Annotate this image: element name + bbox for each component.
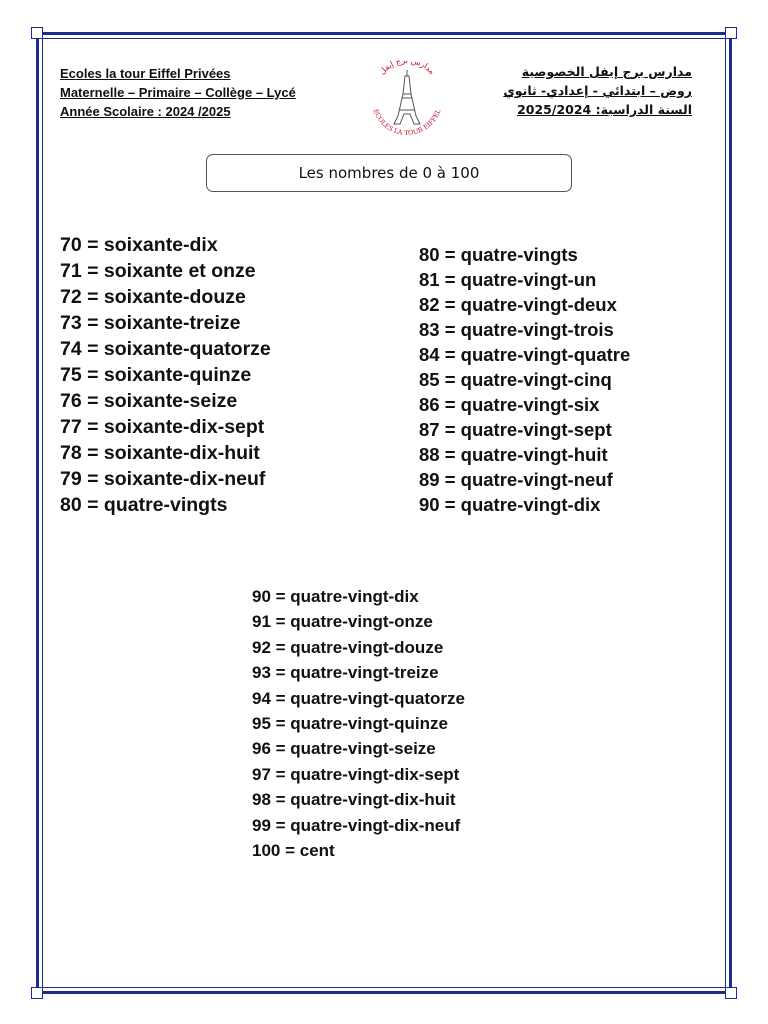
list-item: 91 = quatre-vingt-onze — [252, 612, 433, 632]
school-levels-fr: Maternelle – Primaire – Collège – Lycé — [60, 85, 296, 100]
border-corner-bottom-left — [31, 987, 43, 999]
school-header-ar — [503, 62, 692, 119]
list-item: 81 = quatre-vingt-un — [419, 269, 597, 290]
school-header-fr — [60, 64, 296, 121]
list-item: 71 = soixante et onze — [60, 260, 256, 282]
school-name-ar: مدارس برج إيفل الخصوصية — [521, 64, 692, 79]
list-item: 88 = quatre-vingt-huit — [419, 444, 608, 465]
list-item: 79 = soixante-dix-neuf — [60, 468, 266, 490]
page-title: Les nombres de 0 à 100 — [298, 164, 480, 182]
logo-top-text: مدارس برج إيفل — [377, 55, 437, 77]
list-item: 85 = quatre-vingt-cinq — [419, 369, 612, 390]
logo-bottom-text: ECOLES LA TOUR EIFFEL — [371, 107, 443, 138]
list-item: 84 = quatre-vingt-quatre — [419, 344, 631, 365]
list-item: 74 = soixante-quatorze — [60, 338, 271, 360]
list-item: 90 = quatre-vingt-dix — [419, 494, 601, 515]
list-item: 90 = quatre-vingt-dix — [252, 587, 419, 606]
list-item: 87 = quatre-vingt-sept — [419, 419, 612, 440]
numbers-80-90-list — [419, 242, 630, 517]
list-item: 83 = quatre-vingt-trois — [419, 319, 614, 340]
eiffel-tower-icon — [394, 70, 420, 124]
numbers-70-80-list — [60, 232, 271, 518]
list-item: 73 = soixante-treize — [60, 312, 241, 334]
list-item: 96 = quatre-vingt-seize — [252, 739, 436, 759]
list-item: 72 = soixante-douze — [60, 286, 246, 308]
school-year-fr: Année Scolaire : 2024 /2025 — [60, 104, 231, 119]
border-corner-bottom-right — [725, 987, 737, 999]
list-item: 75 = soixante-quinze — [60, 364, 252, 386]
school-levels-ar: روض – ابتدائي - إعدادي- ثانوي — [503, 83, 692, 98]
page-title-box — [206, 154, 572, 192]
list-item: 93 = quatre-vingt-treize — [252, 663, 439, 683]
border-corner-top-right — [725, 27, 737, 39]
svg-text:ECOLES LA TOUR EIFFEL — [372, 107, 443, 137]
numbers-90-100-list — [252, 584, 465, 863]
list-item: 82 = quatre-vingt-deux — [419, 294, 617, 315]
list-item: 95 = quatre-vingt-quinze — [252, 714, 448, 734]
list-item: 99 = quatre-vingt-dix-neuf — [252, 815, 461, 835]
list-item: 86 = quatre-vingt-six — [419, 394, 600, 415]
list-item: 92 = quatre-vingt-douze — [252, 637, 444, 657]
list-item: 98 = quatre-vingt-dix-huit — [252, 790, 456, 810]
list-item: 80 = quatre-vingts — [419, 244, 578, 265]
school-year-ar: السنة الدراسية: 2025/2024 — [517, 102, 692, 117]
list-item: 100 = cent — [252, 841, 335, 861]
list-item: 78 = soixante-dix-huit — [60, 442, 260, 464]
list-item: 70 = soixante-dix — [60, 234, 218, 256]
list-item: 80 = quatre-vingts — [60, 494, 228, 516]
list-item: 89 = quatre-vingt-neuf — [419, 469, 613, 490]
border-corner-top-left — [31, 27, 43, 39]
list-item: 97 = quatre-vingt-dix-sept — [252, 764, 460, 784]
school-name-fr: Ecoles la tour Eiffel Privées — [60, 66, 231, 81]
eiffel-tower-logo — [362, 54, 452, 144]
list-item: 94 = quatre-vingt-quatorze — [252, 688, 466, 708]
list-item: 76 = soixante-seize — [60, 390, 238, 412]
list-item: 77 = soixante-dix-sept — [60, 416, 265, 438]
